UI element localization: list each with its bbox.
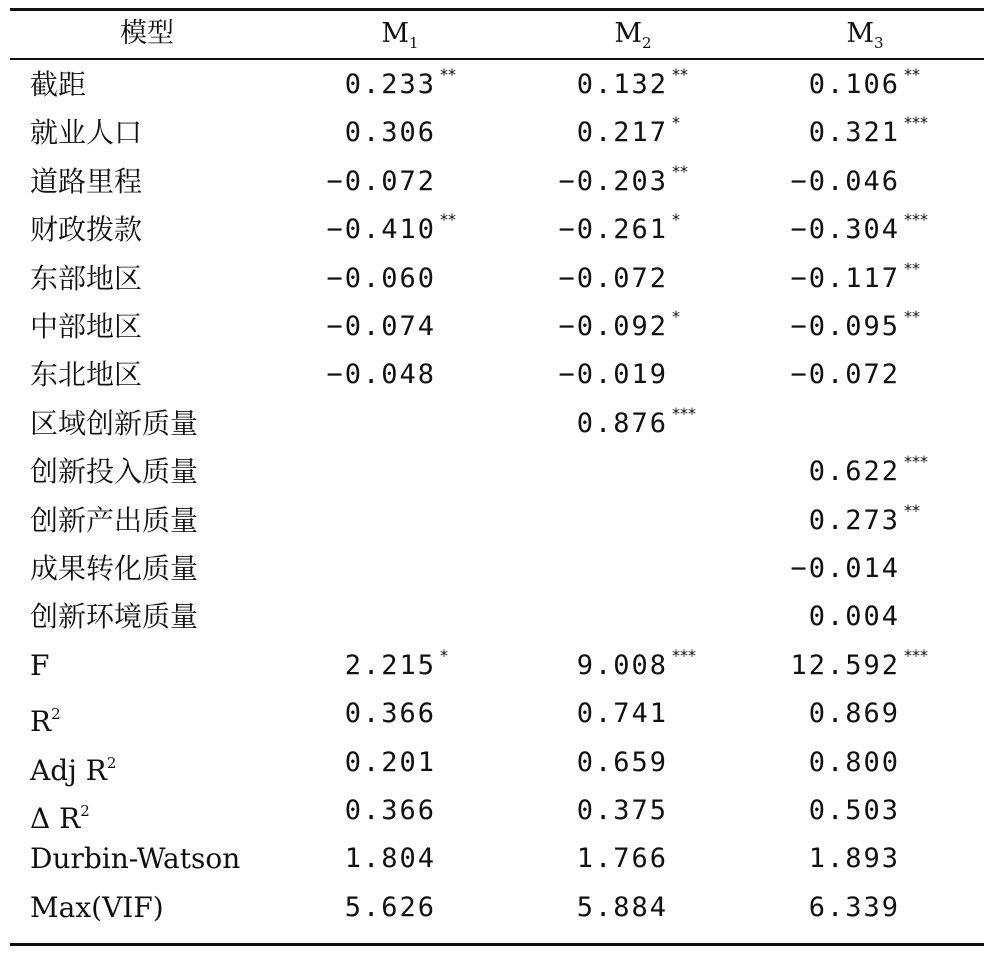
cell-value: 0.876 bbox=[576, 407, 668, 439]
cell-m1 bbox=[345, 835, 436, 883]
cell-m2 bbox=[558, 255, 668, 303]
row-label-text: 成果转化质量 bbox=[30, 552, 199, 585]
header-model: 模型 bbox=[120, 18, 174, 49]
header-m3 bbox=[805, 13, 925, 55]
cell-value: 0.004 bbox=[808, 601, 900, 633]
row-label-text: 区域创新质量 bbox=[30, 406, 199, 440]
cell-m1 bbox=[326, 351, 436, 399]
row-label-text: R bbox=[30, 705, 52, 739]
row-label bbox=[30, 497, 198, 545]
header-m2-sub: 2 bbox=[642, 34, 652, 52]
significance-stars: ** bbox=[440, 65, 456, 84]
table-row bbox=[0, 400, 992, 448]
header-m1-sub: 1 bbox=[409, 34, 419, 52]
row-label-text: 中部地区 bbox=[30, 310, 143, 343]
table-header-rule bbox=[10, 58, 984, 60]
table-row bbox=[0, 545, 992, 593]
cell-m2 bbox=[576, 109, 680, 157]
cell-m3 bbox=[809, 835, 900, 883]
cell-m2 bbox=[577, 739, 668, 787]
cell-m2 bbox=[576, 642, 696, 690]
table-bottom-rule bbox=[10, 943, 984, 946]
cell-value: 0.366 bbox=[344, 795, 436, 826]
significance-stars: * bbox=[672, 113, 680, 133]
row-label bbox=[30, 303, 142, 351]
header-m2 bbox=[573, 13, 693, 55]
cell-value: −0.410 bbox=[326, 214, 436, 246]
cell-value: −0.072 bbox=[790, 359, 900, 391]
significance-stars: ** bbox=[672, 65, 688, 84]
cell-value: 1.804 bbox=[344, 843, 436, 875]
cell-m2 bbox=[577, 835, 668, 883]
row-label bbox=[30, 642, 49, 690]
cell-value: −0.203 bbox=[558, 165, 668, 197]
row-label-text: 截距 bbox=[30, 68, 87, 101]
row-label-text: 东北地区 bbox=[30, 358, 143, 392]
table-row bbox=[0, 884, 992, 932]
cell-m3 bbox=[790, 206, 928, 254]
row-label-text: Δ R bbox=[30, 802, 81, 835]
row-label bbox=[30, 61, 86, 109]
row-label bbox=[30, 884, 164, 932]
significance-stars: *** bbox=[904, 452, 928, 472]
significance-stars: *** bbox=[672, 645, 696, 665]
cell-value: −0.072 bbox=[326, 165, 436, 197]
row-label-text: F bbox=[30, 648, 50, 682]
row-label-superscript: 2 bbox=[51, 705, 61, 724]
cell-value: 12.592 bbox=[790, 649, 900, 681]
cell-value: −0.092 bbox=[558, 311, 668, 342]
row-label bbox=[30, 835, 240, 883]
row-label bbox=[30, 255, 142, 303]
cell-m1 bbox=[326, 206, 456, 254]
cell-value: −0.014 bbox=[790, 553, 900, 584]
cell-m3 bbox=[790, 642, 928, 690]
table-row bbox=[0, 255, 992, 303]
significance-stars: *** bbox=[904, 645, 928, 665]
cell-m3 bbox=[790, 351, 900, 399]
cell-value: −0.261 bbox=[558, 214, 668, 246]
row-label-text: 财政拨款 bbox=[30, 213, 143, 247]
table-row bbox=[0, 109, 992, 157]
cell-value: −0.304 bbox=[790, 214, 900, 246]
significance-stars: * bbox=[672, 307, 680, 326]
row-label-superscript: 2 bbox=[80, 802, 90, 820]
row-label-text: 创新环境质量 bbox=[30, 600, 199, 634]
cell-value: 5.884 bbox=[576, 891, 668, 923]
cell-m3 bbox=[808, 61, 920, 109]
cell-value: 0.869 bbox=[808, 698, 900, 730]
row-label-text: Max(VIF) bbox=[30, 890, 164, 924]
cell-m1 bbox=[344, 642, 448, 690]
cell-m3 bbox=[808, 109, 928, 157]
table-row bbox=[0, 303, 992, 351]
cell-m2 bbox=[577, 884, 668, 932]
cell-value: −0.095 bbox=[790, 311, 900, 342]
cell-m2 bbox=[576, 61, 688, 109]
header-m3-sub: 3 bbox=[874, 34, 884, 52]
cell-m3 bbox=[808, 497, 920, 545]
cell-m2 bbox=[558, 158, 688, 206]
cell-m3 bbox=[809, 884, 900, 932]
cell-m2 bbox=[577, 787, 668, 835]
cell-value: −0.046 bbox=[790, 165, 900, 197]
row-label-text: Adj R bbox=[30, 753, 107, 787]
row-label-text: 东部地区 bbox=[30, 261, 143, 295]
cell-m1 bbox=[326, 255, 436, 303]
row-label-text: 创新投入质量 bbox=[30, 455, 199, 489]
significance-stars: ** bbox=[904, 65, 920, 84]
cell-m1 bbox=[345, 739, 436, 787]
row-label bbox=[30, 109, 142, 157]
cell-m1 bbox=[326, 158, 436, 206]
row-label bbox=[30, 206, 142, 254]
cell-m1 bbox=[345, 884, 436, 932]
cell-m3 bbox=[790, 545, 900, 593]
significance-stars: *** bbox=[904, 210, 928, 230]
row-label bbox=[30, 593, 198, 641]
table-row bbox=[0, 206, 992, 254]
cell-m2 bbox=[576, 400, 696, 448]
cell-m3 bbox=[809, 787, 900, 835]
cell-value: 1.893 bbox=[808, 843, 900, 875]
cell-m2 bbox=[558, 206, 680, 254]
cell-value: 0.233 bbox=[344, 69, 436, 100]
cell-m1 bbox=[345, 787, 436, 835]
cell-value: −0.019 bbox=[558, 359, 668, 391]
significance-stars: *** bbox=[904, 113, 928, 133]
row-label-text: 就业人口 bbox=[30, 116, 143, 150]
significance-stars: ** bbox=[904, 307, 920, 326]
table-row bbox=[0, 448, 992, 496]
cell-value: 0.503 bbox=[808, 795, 900, 826]
significance-stars: *** bbox=[672, 403, 696, 423]
table-row bbox=[0, 835, 992, 883]
row-label-superscript: 2 bbox=[106, 753, 117, 772]
cell-value: 0.132 bbox=[576, 69, 668, 100]
cell-m1 bbox=[326, 303, 436, 351]
significance-stars: * bbox=[672, 210, 680, 230]
cell-m3 bbox=[809, 593, 900, 641]
row-label bbox=[30, 545, 198, 593]
table-row bbox=[0, 787, 992, 835]
cell-value: −0.074 bbox=[326, 311, 436, 342]
table-row bbox=[0, 690, 992, 738]
cell-m3 bbox=[790, 158, 900, 206]
significance-stars: ** bbox=[672, 161, 688, 181]
cell-value: −0.060 bbox=[326, 262, 436, 294]
cell-value: 6.339 bbox=[808, 891, 900, 923]
cell-value: 0.366 bbox=[344, 698, 436, 730]
significance-stars: ** bbox=[904, 258, 920, 278]
row-label bbox=[30, 448, 198, 496]
header-m1-main: M bbox=[381, 18, 410, 49]
significance-stars: ** bbox=[440, 210, 456, 230]
table-header bbox=[0, 13, 992, 55]
cell-value: 2.215 bbox=[344, 649, 436, 681]
cell-m3 bbox=[808, 448, 928, 496]
cell-value: 0.375 bbox=[576, 795, 668, 826]
cell-value: −0.048 bbox=[326, 359, 436, 391]
table-row bbox=[0, 351, 992, 399]
cell-value: 5.626 bbox=[344, 891, 436, 923]
row-label bbox=[30, 351, 142, 399]
table-row bbox=[0, 158, 992, 206]
table-top-rule bbox=[10, 8, 984, 11]
cell-m3 bbox=[809, 739, 900, 787]
row-label-text: Durbin-Watson bbox=[30, 842, 241, 876]
table-row bbox=[0, 593, 992, 641]
cell-value: 0.306 bbox=[344, 117, 436, 149]
cell-m2 bbox=[558, 303, 680, 351]
row-label bbox=[30, 158, 142, 206]
cell-m2 bbox=[558, 351, 668, 399]
cell-m3 bbox=[790, 255, 920, 303]
cell-value: 0.321 bbox=[808, 117, 900, 149]
table-row bbox=[0, 61, 992, 109]
cell-value: 9.008 bbox=[576, 649, 668, 681]
cell-m3 bbox=[809, 690, 900, 738]
row-label-text: 创新产出质量 bbox=[30, 503, 199, 537]
header-m1 bbox=[340, 13, 460, 55]
table-row bbox=[0, 642, 992, 690]
table-row bbox=[0, 739, 992, 787]
cell-value: 0.201 bbox=[344, 746, 436, 778]
significance-stars: * bbox=[440, 645, 448, 665]
cell-value: 0.106 bbox=[808, 69, 900, 100]
cell-m2 bbox=[577, 690, 668, 738]
cell-value: 0.741 bbox=[576, 698, 668, 730]
table-row bbox=[0, 497, 992, 545]
cell-value: 0.217 bbox=[576, 117, 668, 149]
row-label-text: 道路里程 bbox=[30, 164, 143, 198]
cell-value: 0.273 bbox=[808, 504, 900, 536]
cell-m1 bbox=[345, 109, 436, 157]
cell-m1 bbox=[345, 690, 436, 738]
significance-stars: ** bbox=[904, 500, 920, 520]
cell-value: 0.800 bbox=[808, 746, 900, 778]
cell-m3 bbox=[790, 303, 920, 351]
cell-value: 0.659 bbox=[576, 746, 668, 778]
header-m3-main: M bbox=[846, 18, 875, 49]
cell-m1 bbox=[344, 61, 456, 109]
row-label bbox=[30, 400, 198, 448]
cell-value: 0.622 bbox=[808, 456, 900, 488]
cell-value: −0.117 bbox=[790, 262, 900, 294]
header-m2-main: M bbox=[614, 18, 643, 49]
cell-value: 1.766 bbox=[576, 843, 668, 875]
cell-value: −0.072 bbox=[558, 262, 668, 294]
